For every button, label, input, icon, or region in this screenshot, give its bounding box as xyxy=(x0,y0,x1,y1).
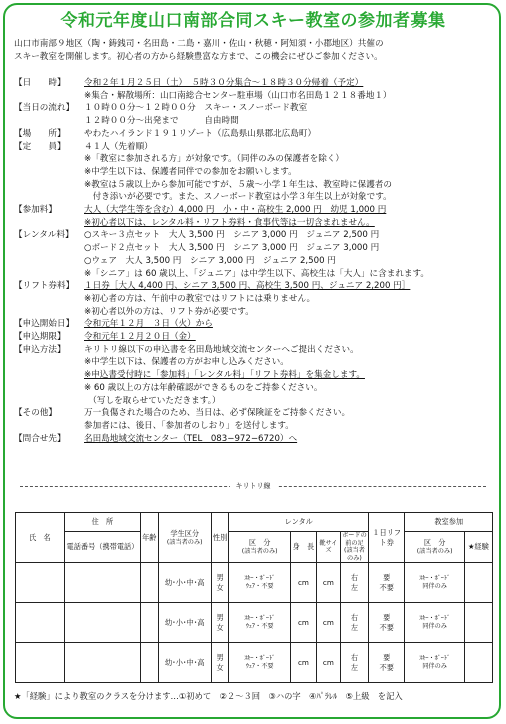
info-row xyxy=(14,153,498,166)
info-value: キリトリ線以下の申込書を名田島地域交流センターへご提出ください。 xyxy=(84,344,359,355)
info-row xyxy=(14,179,498,192)
height-cell[interactable]: cm xyxy=(290,643,316,683)
info-label: 【申込開始日】 xyxy=(14,319,75,330)
info-label xyxy=(14,242,84,255)
info-row xyxy=(14,268,498,281)
info-row xyxy=(14,318,498,331)
info-row xyxy=(14,90,498,103)
info-value: 付き添いが必要です。また、スノーボード教室は小学３年生以上が対象です。 xyxy=(84,192,392,203)
name-cell[interactable] xyxy=(16,643,65,683)
info-value: 万一負傷された場合のため、当日は、必ず保険証をご持参ください。 xyxy=(84,408,351,419)
info-value: ○スキー３点セット 大人 3,500 円 シニア 3,000 円 ジュニア 2,500 円 xyxy=(84,230,380,241)
info-value: （写しを取らせていただきます。） xyxy=(84,395,221,406)
info-value: １日券［大人 4,400 円、シニア 3,500 円、高校生 3,500 円、ジュニア 2,200 円］ xyxy=(84,281,411,292)
info-label: 【当日の流れ】 xyxy=(14,103,75,114)
info-value: ※集合・解散場所：山口南総合センター駐車場（山口市名田島１２１８番地１） xyxy=(84,90,392,101)
header-rental-kubun: 区 分 (該当者のみ) xyxy=(229,532,290,563)
info-row xyxy=(14,293,498,306)
intro-text xyxy=(14,38,494,64)
info-value: 令和元年１２月 ３日（火）から xyxy=(84,319,213,330)
experience-cell[interactable] xyxy=(464,563,492,603)
name-cell[interactable] xyxy=(16,603,65,643)
info-value: 参加者には、後日、「参加者のしおり」を送付します。 xyxy=(84,420,294,431)
info-row xyxy=(14,217,498,230)
info-label xyxy=(14,356,84,369)
header-experience: ★経験 xyxy=(464,532,492,563)
info-row xyxy=(14,344,498,357)
info-row xyxy=(14,369,498,382)
info-label: 【申込期限】 xyxy=(14,332,66,343)
address-cell[interactable] xyxy=(64,643,140,683)
experience-cell[interactable] xyxy=(464,603,492,643)
shoe-cell[interactable]: cm xyxy=(316,603,340,643)
info-label: 【その他】 xyxy=(14,408,57,419)
cut-label: キリトリ線 xyxy=(0,481,506,491)
info-row xyxy=(14,229,498,242)
info-value: ○ウェア 大人 3,500 円 シニア 3,000 円 ジュニア 2,500 円 xyxy=(84,255,336,266)
info-row xyxy=(14,433,498,446)
info-label xyxy=(14,191,84,204)
info-label: 【参加料】 xyxy=(14,205,57,216)
info-label xyxy=(14,369,84,382)
info-label xyxy=(14,293,84,306)
info-section xyxy=(14,77,498,445)
header-shoe: 靴サイズ xyxy=(316,532,340,563)
board-foot-cell[interactable]: 右 左 xyxy=(340,643,368,683)
class-cell[interactable]: ｽｷｰ・ﾎﾞｰﾄﾞ 同伴のみ xyxy=(405,643,464,683)
info-value: ○ボード２点セット 大人 3,500 円 シニア 3,000 円 ジュニア 3,000 円 xyxy=(84,243,380,254)
school-cell[interactable]: 幼･小･中･高 xyxy=(158,643,211,683)
info-row xyxy=(14,255,498,268)
shoe-cell[interactable]: cm xyxy=(316,643,340,683)
info-label xyxy=(14,268,84,281)
info-row xyxy=(14,395,498,408)
info-value: ４１人（先着順） xyxy=(84,141,153,152)
header-name: 氏 名 xyxy=(16,513,65,563)
info-value: 令和２年１月２５日（土） ５時３０分集合〜１８時３０分帰着（予定） xyxy=(84,78,364,88)
info-row xyxy=(14,102,498,115)
info-label xyxy=(14,306,84,319)
info-label: 【申込方法】 xyxy=(14,344,66,355)
header-gender: 性別 xyxy=(211,513,229,563)
info-row xyxy=(14,204,498,217)
info-label xyxy=(14,153,84,166)
info-value: 令和元年１２月２０日（金） xyxy=(84,332,196,343)
shoe-cell[interactable]: cm xyxy=(316,563,340,603)
form-row xyxy=(16,603,493,643)
info-label xyxy=(14,179,84,192)
info-row xyxy=(14,306,498,319)
info-label: 【定 員】 xyxy=(14,141,66,152)
gender-cell[interactable]: 男 女 xyxy=(211,563,229,603)
info-value: ※初心者以下は、レンタル料・リフト券料・食事代等は一切含まれません。 xyxy=(84,217,375,228)
info-label xyxy=(14,90,84,103)
info-label xyxy=(14,420,84,433)
header-height: 身 長 xyxy=(290,532,316,563)
gender-cell[interactable]: 男 女 xyxy=(211,603,229,643)
info-row xyxy=(14,115,498,128)
info-label: 【リフト券料】 xyxy=(14,281,75,292)
intro-line: スキー教室を開催します。初心者の方から経験豊富な方まで、この機会にぜひご参加ください。 xyxy=(14,52,383,62)
height-cell[interactable]: cm xyxy=(290,603,316,643)
board-foot-cell[interactable]: 右 左 xyxy=(340,563,368,603)
form-row xyxy=(16,563,493,603)
board-foot-cell[interactable]: 右 左 xyxy=(340,603,368,643)
name-cell[interactable] xyxy=(16,563,65,603)
info-value: ※「シニア」は 60 歳以上、「ジュニア」は中学生以下、高校生は「大人」に含まれます。 xyxy=(84,268,430,279)
rental-cell[interactable]: ｽｷｰ・ﾎﾞｰﾄﾞ ｳｪｱ・不要 xyxy=(229,563,290,603)
info-value: １２時００分〜出発まで 自由時間 xyxy=(84,116,239,127)
header-address: 住 所 xyxy=(64,513,140,532)
address-cell[interactable] xyxy=(64,603,140,643)
lift-cell[interactable]: 要 不要 xyxy=(369,603,405,643)
info-row xyxy=(14,420,498,433)
info-label: 【日 時】 xyxy=(14,78,66,88)
info-value: ※中学生以下は、保護者同伴での参加をお願いします。 xyxy=(84,166,297,177)
age-cell[interactable] xyxy=(140,563,158,603)
age-cell[interactable] xyxy=(140,643,158,683)
info-value: １０時００分〜１２時００分 スキー・スノーボード教室 xyxy=(84,103,308,114)
info-value: ※教室は５歳以上から参加可能ですが、５歳〜小学１年生は、教室時に保護者の xyxy=(84,179,392,190)
info-row xyxy=(14,141,498,154)
info-label xyxy=(14,382,84,395)
info-row xyxy=(14,191,498,204)
age-cell[interactable] xyxy=(140,603,158,643)
info-label xyxy=(14,166,84,179)
address-cell[interactable] xyxy=(64,563,140,603)
info-label xyxy=(14,395,84,408)
header-class-kubun: 区 分 (該当者のみ) xyxy=(405,532,464,563)
class-cell[interactable]: ｽｷｰ・ﾎﾞｰﾄﾞ 同伴のみ xyxy=(405,603,464,643)
experience-cell[interactable] xyxy=(464,643,492,683)
info-value: ※「教室に参加される方」が対象です。（同伴のみの保護者を除く） xyxy=(84,154,345,165)
footer-note: ★「経験」により教室のクラスを分けます…①初めて ②２〜３回 ③ハの字 ④ﾊﾟﾗﾚﾙ ⑤上級 を記入 xyxy=(14,691,403,701)
header-board: ボードの前の足 (該当者のみ) xyxy=(342,532,367,562)
info-label xyxy=(14,255,84,268)
info-row xyxy=(14,382,498,395)
header-rental: レンタル xyxy=(229,513,369,532)
header-phone: 電話番号（携帯電話） xyxy=(64,532,140,563)
info-value: 名田島地域交流センター（TEL 083−972−6720）へ xyxy=(84,433,298,444)
lift-cell[interactable]: 要 不要 xyxy=(369,643,405,683)
application-form xyxy=(15,512,493,683)
header-age: 年齢 xyxy=(140,513,158,563)
height-cell[interactable]: cm xyxy=(290,563,316,603)
school-cell[interactable]: 幼･小･中･高 xyxy=(158,603,211,643)
info-row xyxy=(14,280,498,293)
info-row xyxy=(14,407,498,420)
info-row xyxy=(14,331,498,344)
class-cell[interactable]: ｽｷｰ・ﾎﾞｰﾄﾞ 同伴のみ xyxy=(405,563,464,603)
info-label: 【問合せ先】 xyxy=(14,433,66,444)
gender-cell[interactable]: 男 女 xyxy=(211,643,229,683)
info-value: ※初心者以外の方は、リフト券が必要です。 xyxy=(84,306,254,317)
info-row xyxy=(14,356,498,369)
form-row xyxy=(16,643,493,683)
info-row xyxy=(14,77,498,90)
info-value: やわたハイランド１９１リゾート（広島県山県郡北広島町） xyxy=(84,128,317,139)
info-value: ※ 60 歳以上の方は年齢確認ができるものをご持参ください。 xyxy=(84,382,323,393)
rental-cell[interactable]: ｽｷｰ・ﾎﾞｰﾄﾞ ｳｪｱ・不要 xyxy=(229,603,290,643)
school-cell[interactable]: 幼･小･中･高 xyxy=(158,563,211,603)
lift-cell[interactable]: 要 不要 xyxy=(369,563,405,603)
page-title: 令和元年度山口南部合同スキー教室の参加者募集 xyxy=(60,11,446,31)
info-label: 【場 所】 xyxy=(14,128,66,139)
info-value: 大人（大学生等を含む）4,000 円 小・中・高校生 2,000 円 幼児 1,000 円 xyxy=(84,205,387,216)
info-value: ※申込書受付時に「参加料」「レンタル料」「リフト券料」を集金します。 xyxy=(84,370,365,381)
info-label xyxy=(14,217,84,230)
info-value: ※初心者の方は、午前中の教室ではリフトには乗りません。 xyxy=(84,293,316,304)
header-lift: １日リフト券 xyxy=(369,513,405,563)
info-label xyxy=(14,115,84,128)
header-school: 学生区分 (該当者のみ) xyxy=(158,513,211,563)
info-row xyxy=(14,128,498,141)
rental-cell[interactable]: ｽｷｰ・ﾎﾞｰﾄﾞ ｳｪｱ・不要 xyxy=(229,643,290,683)
intro-line: 山口市南部９地区（陶・鋳銭司・名田島・二島・嘉川・佐山・秋穂・阿知須・小郡地区）共催の xyxy=(14,39,384,49)
header-class: 教室参加 xyxy=(405,513,493,532)
info-row xyxy=(14,166,498,179)
info-row xyxy=(14,242,498,255)
info-value: ※中学生以下は、保護者の方がお申し込みください。 xyxy=(84,357,289,368)
info-label: 【レンタル料】 xyxy=(14,230,74,241)
